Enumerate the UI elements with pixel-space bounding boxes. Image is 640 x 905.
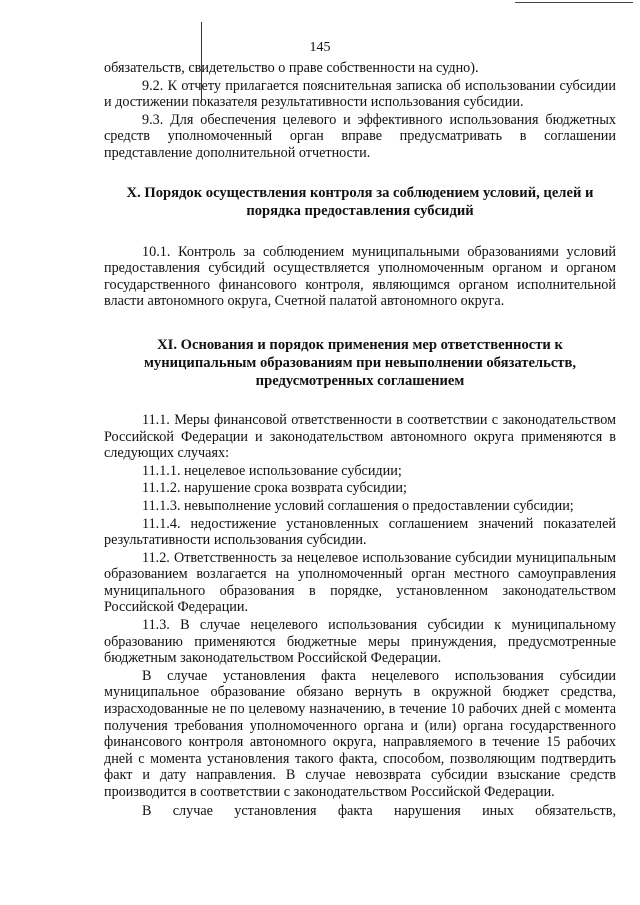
- paragraph-11-1: 11.1. Меры финансовой ответственности в соответствии с законодательством Российской Федерации и законодательством автономного округа применяются в следующих случаях:: [104, 411, 616, 462]
- paragraph-11-2: 11.2. Ответственность за нецелевое использование субсидии муниципальным образованием возлагается на уполномоченный орган местного самоуправления муниципального образования в порядке, установленном законодательством Российской Федерации.: [104, 549, 616, 616]
- top-rule: [515, 2, 633, 3]
- section-heading-x: X. Порядок осуществления контроля за соблюдением условий, целей и порядка предоставления субсидий: [126, 184, 594, 219]
- page-number: 145: [309, 40, 331, 55]
- paragraph-nonpurpose-use: В случае установления факта нецелевого использования субсидии муниципальное образование обязано вернуть в окружной бюджет средства, израсходованные не по целевому назначению, в течение 10 рабочих дней с момента получения требования уполномоченного органа и (или) органа государственного финансового контроля автономного округа, направляемого в течение 15 рабочих дней с момента установления такого факта, способом, позволяющим подтвердить факт и дату направления. В случае невозврата субсидии взыскание средств производится в соответствии с законодательством Российской Федерации.: [104, 667, 616, 800]
- paragraph-10-1: 10.1. Контроль за соблюдением муниципальными образованиями условий предоставления субсидий осуществляется уполномоченным органом и органом государственного финансового контроля, являющимся органом исполнительной власти автономного округа, Счетной палатой автономного округа.: [104, 243, 616, 310]
- section-heading-xi: XI. Основания и порядок применения мер ответственности к муниципальным образованиям при невыполнении обязательств, предусмотренных соглашением: [143, 336, 577, 389]
- list-item-11-1-2: 11.1.2. нарушение срока возврата субсидии;: [142, 480, 407, 497]
- paragraph-9-3: 9.3. Для обеспечения целевого и эффективного использования бюджетных средств уполномоченный орган вправе предусматривать в соглашении представление дополнительной отчетности.: [104, 111, 616, 161]
- document-body: [104, 60, 616, 819]
- list-item-11-1-1: 11.1.1. нецелевое использование субсидии;: [142, 462, 402, 479]
- list-item-11-1-4: 11.1.4. недостижение установленных соглашением значений показателей результативности использования субсидии.: [104, 515, 616, 549]
- paragraph-continuation: обязательств, свидетельство о праве собственности на судно).: [104, 60, 479, 76]
- paragraph-11-3: 11.3. В случае нецелевого использования субсидии к муниципальному образованию применяются бюджетные меры принуждения, предусмотренные бюджетным законодательством Российской Федерации.: [104, 617, 616, 667]
- list-item-11-1-3: 11.1.3. невыполнение условий соглашения о предоставлении субсидии;: [142, 497, 574, 514]
- paragraph-9-2: 9.2. К отчету прилагается пояснительная записка об использовании субсидии и достижении показателя результативности использования субсидии.: [104, 77, 616, 111]
- paragraph-other-obligations: В случае установления факта нарушения иных обязательств,: [142, 802, 616, 819]
